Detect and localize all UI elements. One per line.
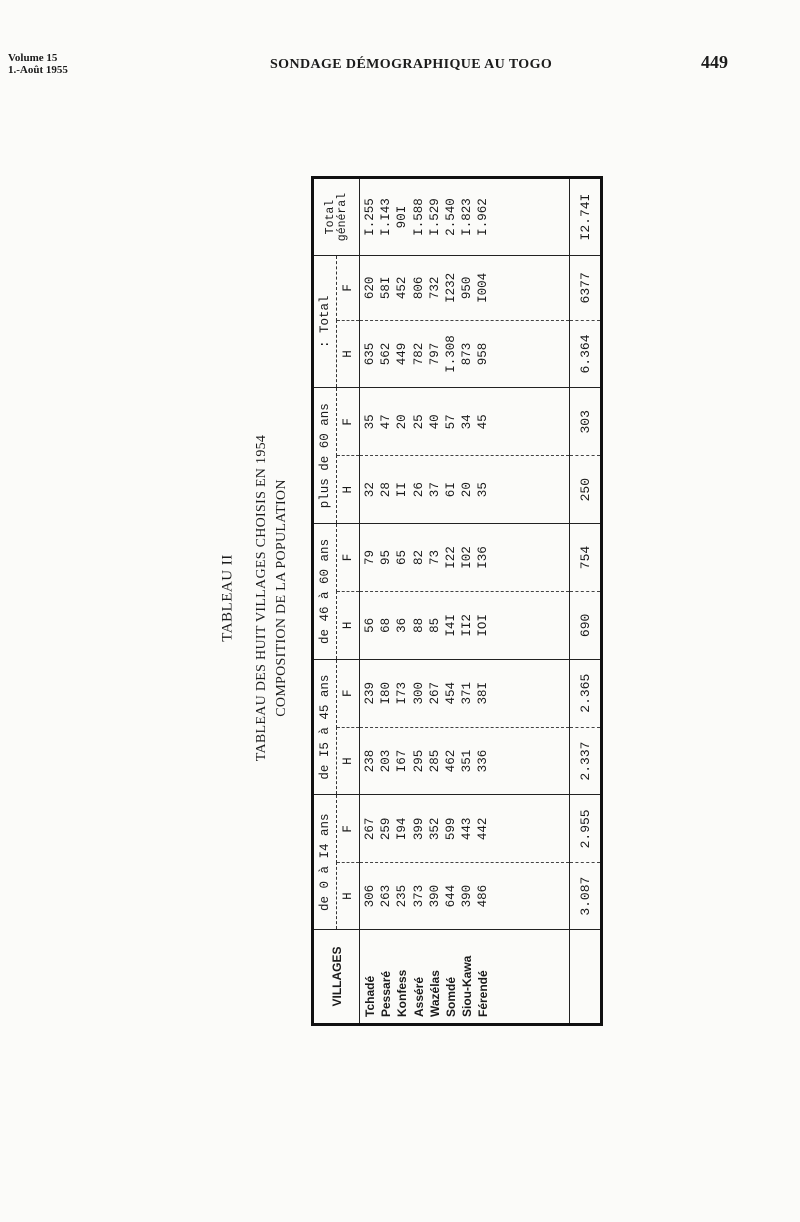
- col-g3-f: [360, 524, 570, 592]
- data-table: [311, 176, 603, 1026]
- table-cell: 336: [476, 749, 491, 773]
- table-cell: Konfess: [395, 969, 410, 1017]
- total-cell: 3.087: [570, 863, 602, 930]
- table-cell: I.588: [411, 198, 426, 236]
- table-cell: 462: [443, 749, 458, 773]
- table-cell: 351: [460, 749, 475, 773]
- table-cell: Férendé: [476, 970, 491, 1017]
- total-cell: 754: [570, 524, 602, 592]
- table-cell: 443: [460, 817, 475, 841]
- table-cell: I4I: [443, 614, 458, 637]
- table-cell: I.962: [476, 198, 491, 236]
- table-cell: 28: [379, 482, 394, 498]
- col-tot-h: [360, 320, 570, 388]
- table-cell: 644: [443, 884, 458, 908]
- table-cell: 267: [363, 817, 377, 841]
- group-header: de 0 à I4 ans: [313, 795, 337, 930]
- table-cell: 35: [476, 482, 491, 498]
- table-cell: 797: [427, 342, 442, 366]
- table-cell: I22: [443, 546, 458, 569]
- h-header: H: [337, 591, 360, 659]
- table-cell: Wazélas: [427, 970, 442, 1017]
- total-cell: 2.337: [570, 727, 602, 795]
- running-title: SONDAGE DÉMOGRAPHIQUE AU TOGO: [270, 57, 553, 72]
- table-cell: 399: [411, 817, 426, 841]
- table-label: TABLEAU II: [219, 554, 236, 642]
- table-cell: 806: [411, 276, 426, 300]
- table-cell: II2: [460, 614, 475, 637]
- h-header: H: [337, 727, 360, 795]
- table-cell: I94: [395, 817, 410, 841]
- group-header-row: [313, 178, 337, 1025]
- table-cell: 37: [427, 482, 442, 498]
- table-cell: 442: [476, 817, 491, 841]
- totals-row: [570, 178, 602, 1025]
- table-cell: 26: [411, 482, 426, 498]
- table-cell: 238: [363, 749, 377, 773]
- village-names: [360, 930, 570, 1025]
- table-cell: I004: [476, 272, 491, 303]
- issue-date: 1.-Août 1955: [8, 64, 68, 76]
- table-cell: 782: [411, 342, 426, 366]
- table-cell: 34: [460, 414, 475, 430]
- total-cell: 690: [570, 591, 602, 659]
- group-header: plus de 60 ans: [313, 388, 337, 524]
- table-cell: 88: [411, 617, 426, 633]
- table-cell: I.823: [460, 198, 475, 236]
- table-cell: 267: [427, 681, 442, 705]
- table-cell: 79: [363, 550, 377, 566]
- page-number: 449: [701, 52, 728, 72]
- table-cell: 2.540: [443, 198, 458, 236]
- col-g4-f: [360, 388, 570, 456]
- volume-info: [8, 52, 68, 76]
- total-cell: I2.74I: [570, 178, 602, 256]
- f-header: F: [337, 524, 360, 592]
- f-header: F: [337, 256, 360, 320]
- table-cell: 68: [379, 617, 394, 633]
- total-cell: 2.365: [570, 659, 602, 727]
- total-cell: 6.364: [570, 320, 602, 388]
- table-cell: IOI: [476, 614, 491, 637]
- table-cell: 38I: [476, 681, 491, 705]
- table-cell: 300: [411, 681, 426, 705]
- table-cell: 56: [363, 617, 377, 633]
- table-cell: 371: [460, 681, 475, 705]
- table-cell: 263: [379, 884, 394, 908]
- table-title: TABLEAU DES HUIT VILLAGES CHOISIS EN 1954: [254, 434, 269, 762]
- general-total-header: Total général: [313, 178, 360, 256]
- table-cell: 486: [476, 884, 491, 908]
- table-cell: I36: [476, 546, 491, 569]
- table-cell: Siou-Kawa: [460, 955, 475, 1017]
- col-g1-h: [360, 863, 570, 930]
- h-header: H: [337, 863, 360, 930]
- table-cell: 95: [379, 550, 394, 566]
- table-cell: I67: [395, 749, 410, 773]
- table-cell: I.308: [443, 335, 458, 373]
- table-cell: 203: [379, 749, 394, 773]
- table-cell: 65: [395, 550, 410, 566]
- table-cell: I232: [443, 272, 458, 303]
- table-cell: 45: [476, 414, 491, 430]
- col-tot-f: [360, 256, 570, 320]
- table-cell: 36: [395, 617, 410, 633]
- table-cell: 82: [411, 550, 426, 566]
- group-header: de I5 à 45 ans: [313, 659, 337, 795]
- f-header: F: [337, 795, 360, 863]
- sex-header-row: [337, 178, 360, 1025]
- table-cell: Tchadé: [363, 975, 377, 1017]
- col-g2-f: [360, 659, 570, 727]
- table-subtitle: COMPOSITION DE LA POPULATION: [274, 479, 289, 717]
- group-header: : Total: [313, 256, 337, 388]
- population-table: [311, 176, 603, 1026]
- f-header: F: [337, 388, 360, 456]
- table-cell: 6I: [443, 482, 458, 498]
- table-cell: Asséré: [411, 976, 426, 1017]
- table-cell: II: [395, 482, 410, 498]
- volume-label: Volume 15: [8, 52, 58, 64]
- table-cell: Pessaré: [379, 970, 394, 1017]
- f-header: F: [337, 659, 360, 727]
- table-cell: 32: [363, 482, 377, 498]
- table-cell: 25: [411, 414, 426, 430]
- table-cell: 20: [460, 482, 475, 498]
- table-cell: 235: [395, 884, 410, 908]
- table-cell: 90I: [395, 205, 410, 229]
- table-cell: 449: [395, 342, 410, 366]
- table-cell: 454: [443, 681, 458, 705]
- table-cell: 390: [460, 884, 475, 908]
- table-cell: 295: [411, 749, 426, 773]
- table-cell: 352: [427, 817, 442, 841]
- total-cell: 303: [570, 388, 602, 456]
- h-header: H: [337, 320, 360, 388]
- table-cell: 599: [443, 817, 458, 841]
- col-g2-h: [360, 727, 570, 795]
- total-cell: 250: [570, 456, 602, 524]
- table-cell: 40: [427, 414, 442, 430]
- table-cell: I.529: [427, 198, 442, 236]
- table-cell: I80: [379, 681, 394, 705]
- table-cell: 47: [379, 414, 394, 430]
- col-g4-h: [360, 456, 570, 524]
- table-cell: 239: [363, 681, 377, 705]
- table-cell: 390: [427, 884, 442, 908]
- table-cell: 958: [476, 342, 491, 366]
- table-cell: 635: [363, 342, 377, 366]
- table-cell: 259: [379, 817, 394, 841]
- col-general: [360, 178, 570, 256]
- total-cell: 6377: [570, 256, 602, 320]
- table-cell: 20: [395, 414, 410, 430]
- table-cell: 58I: [379, 276, 394, 300]
- group-header: de 46 à 60 ans: [313, 524, 337, 660]
- village-rows: [360, 178, 570, 1025]
- col-g3-h: [360, 591, 570, 659]
- total-cell: 2.955: [570, 795, 602, 863]
- table-cell: Somdé: [443, 976, 458, 1017]
- table-cell: I73: [395, 681, 410, 705]
- table-cell: 562: [379, 342, 394, 366]
- h-header: H: [337, 456, 360, 524]
- totals-label-cell: [570, 930, 602, 1025]
- villages-header: VILLAGES: [313, 930, 360, 1025]
- table-cell: 873: [460, 342, 475, 366]
- table-cell: 73: [427, 550, 442, 566]
- table-cell: 452: [395, 276, 410, 300]
- table-cell: 285: [427, 749, 442, 773]
- table-cell: 35: [363, 414, 377, 430]
- table-cell: 950: [460, 276, 475, 300]
- table-cell: 306: [363, 884, 377, 908]
- table-cell: I.255: [363, 198, 377, 236]
- table-cell: I02: [460, 546, 475, 569]
- table-cell: I.I43: [379, 198, 394, 236]
- table-cell: 732: [427, 276, 442, 300]
- col-g1-f: [360, 795, 570, 863]
- table-cell: 57: [443, 414, 458, 430]
- table-cell: 620: [363, 276, 377, 300]
- table-cell: 85: [427, 617, 442, 633]
- table-cell: 373: [411, 884, 426, 908]
